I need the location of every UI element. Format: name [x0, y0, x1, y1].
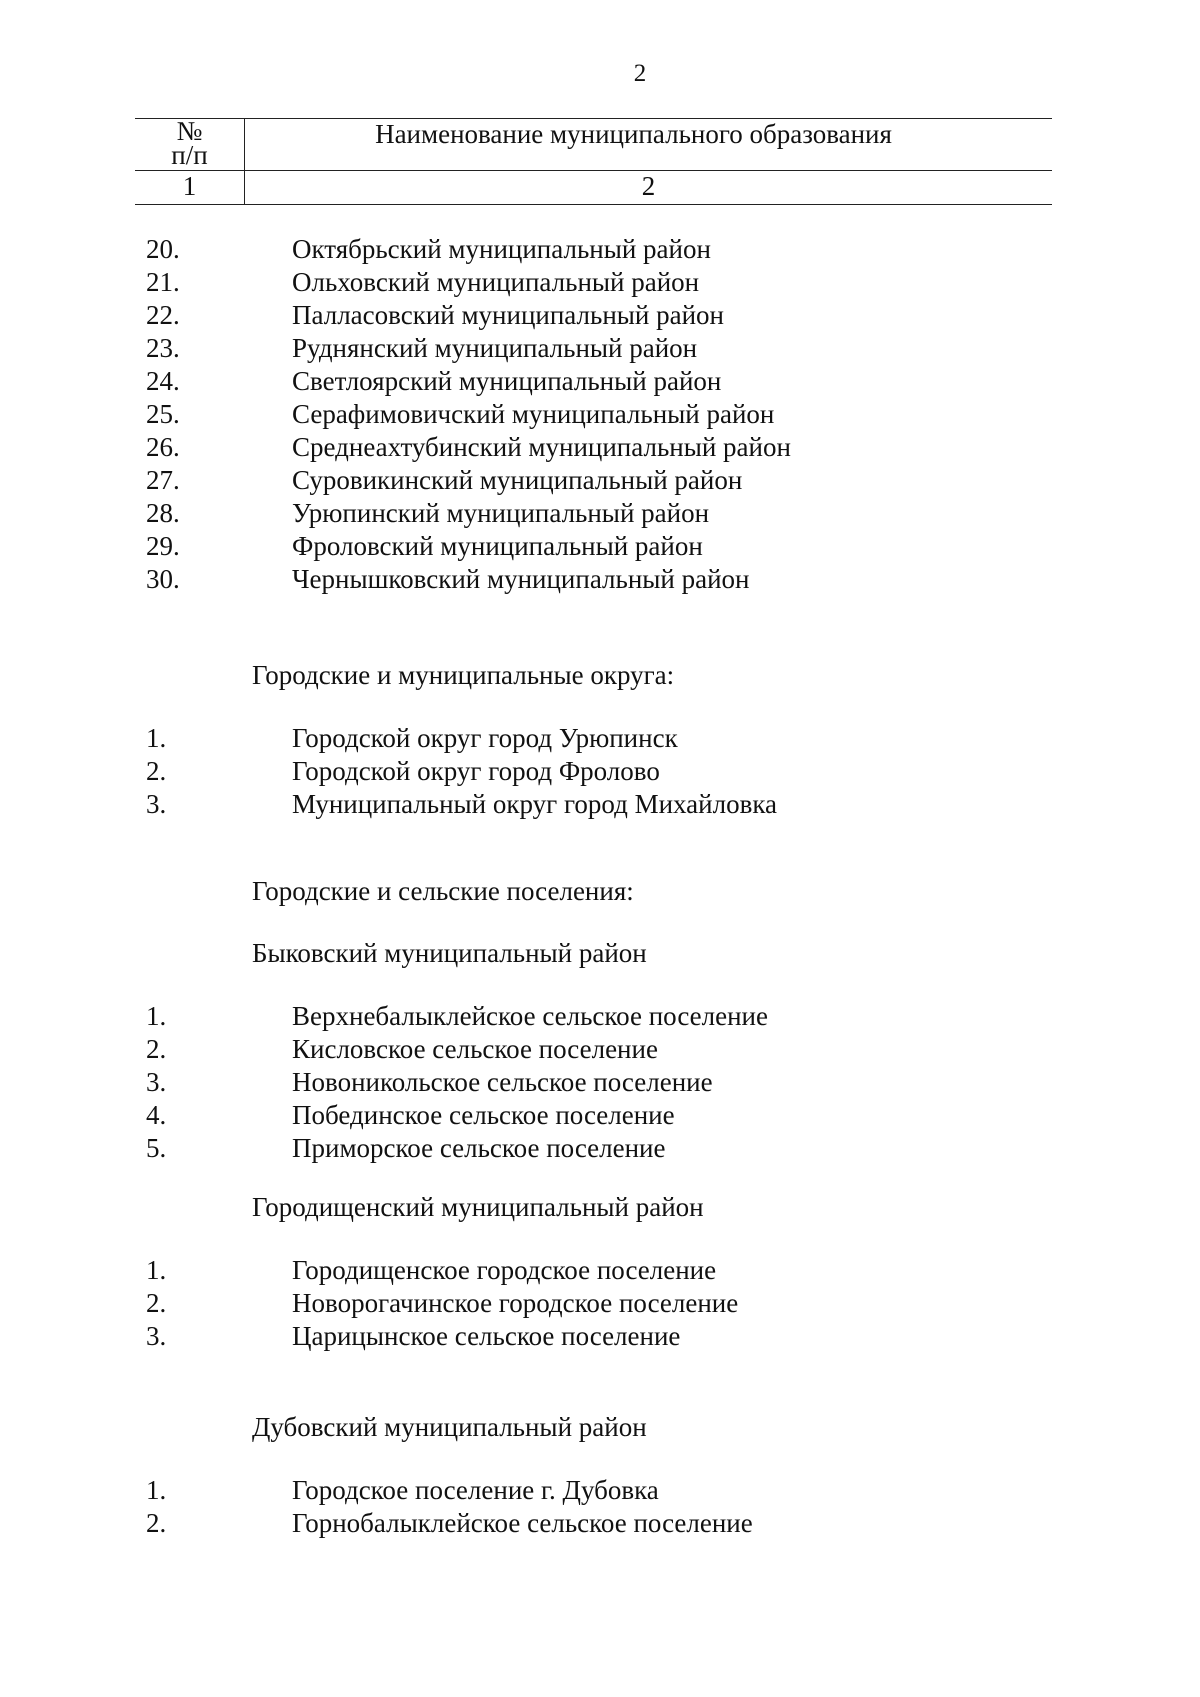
list-item — [146, 1320, 1200, 1353]
district-heading-bykovsky: Быковский муниципальный район — [252, 938, 647, 968]
item-number: 29. — [146, 531, 180, 561]
item-name: Серафимовичский муниципальный район — [292, 399, 775, 429]
bykovsky-list — [0, 1000, 1200, 1165]
item-name: Октябрьский муниципальный район — [292, 234, 711, 264]
item-number: 30. — [146, 564, 180, 594]
list-item — [146, 1507, 1200, 1540]
table-header-titles — [135, 118, 1052, 171]
item-number: 3. — [146, 789, 167, 819]
item-name: Палласовский муниципальный район — [292, 300, 724, 330]
list-item — [146, 1132, 1200, 1165]
item-name: Руднянский муниципальный район — [292, 333, 698, 363]
item-number: 2. — [146, 1508, 167, 1538]
list-item — [146, 755, 1200, 788]
column-number-index: 1 — [135, 171, 245, 204]
item-name: Фроловский муниципальный район — [292, 531, 703, 561]
district-heading-dubovsky: Дубовский муниципальный район — [252, 1412, 647, 1442]
item-name: Ольховский муниципальный район — [292, 267, 700, 297]
item-name: Городищенское городское поселение — [292, 1255, 717, 1285]
item-name: Новоникольское сельское поселение — [292, 1067, 713, 1097]
list-item — [146, 1254, 1200, 1287]
item-number: 3. — [146, 1321, 167, 1351]
list-item — [146, 365, 1200, 398]
item-number: 3. — [146, 1067, 167, 1097]
district-heading-gorodishchensky: Городищенский муниципальный район — [252, 1192, 704, 1222]
item-number: 22. — [146, 300, 180, 330]
item-name: Новорогачинское городское поселение — [292, 1288, 739, 1318]
section-heading-settlements: Городские и сельские поселения: — [252, 876, 634, 906]
dubovsky-list — [0, 1474, 1200, 1540]
item-number: 2. — [146, 1288, 167, 1318]
item-name: Кисловское сельское поселение — [292, 1034, 658, 1064]
item-number: 21. — [146, 267, 180, 297]
item-number: 27. — [146, 465, 180, 495]
item-number: 1. — [146, 1255, 167, 1285]
item-name: Царицынское сельское поселение — [292, 1321, 681, 1351]
list-item — [146, 1066, 1200, 1099]
item-name: Верхнебалыклейское сельское поселение — [292, 1001, 768, 1031]
list-item — [146, 431, 1200, 464]
item-name: Городской округ город Фролово — [292, 756, 660, 786]
page-number: 2 — [633, 60, 647, 87]
table-header — [135, 118, 1052, 205]
list-item — [146, 398, 1200, 431]
item-number: 2. — [146, 1034, 167, 1064]
column-name-index: 2 — [641, 171, 656, 201]
item-number: 1. — [146, 723, 167, 753]
list-item — [146, 530, 1200, 563]
column-number-title: № п/п — [135, 119, 245, 170]
item-name: Побединское сельское поселение — [292, 1100, 675, 1130]
item-number: 28. — [146, 498, 180, 528]
item-name: Урюпинский муниципальный район — [292, 498, 710, 528]
list-item — [146, 722, 1200, 755]
list-item — [146, 497, 1200, 530]
list-item — [146, 266, 1200, 299]
item-name: Светлоярский муниципальный район — [292, 366, 722, 396]
section-heading-okrugs: Городские и муниципальные округа: — [252, 660, 675, 690]
okrugs-list — [0, 722, 1200, 821]
item-number: 23. — [146, 333, 180, 363]
list-item — [146, 332, 1200, 365]
item-name: Городской округ город Урюпинск — [292, 723, 678, 753]
item-number: 24. — [146, 366, 180, 396]
item-name: Среднеахтубинский муниципальный район — [292, 432, 791, 462]
table-header-numbers — [135, 171, 1052, 205]
list-item — [146, 1000, 1200, 1033]
item-number: 20. — [146, 234, 180, 264]
list-item — [146, 1287, 1200, 1320]
item-number: 25. — [146, 399, 180, 429]
item-name: Чернышковский муниципальный район — [292, 564, 750, 594]
item-number: 4. — [146, 1100, 167, 1130]
gorodishchensky-list — [0, 1254, 1200, 1353]
document-body — [0, 233, 1200, 1540]
column-name-title: Наименование муниципального образования — [375, 119, 892, 149]
list-item — [146, 1474, 1200, 1507]
item-name: Приморское сельское поселение — [292, 1133, 666, 1163]
item-number: 1. — [146, 1001, 167, 1031]
list-item — [146, 563, 1200, 596]
item-name: Муниципальный округ город Михайловка — [292, 789, 778, 819]
list-item — [146, 1033, 1200, 1066]
item-number: 5. — [146, 1133, 167, 1163]
list-item — [146, 464, 1200, 497]
item-number: 1. — [146, 1475, 167, 1505]
list-item — [146, 299, 1200, 332]
item-number: 26. — [146, 432, 180, 462]
item-name: Горнобалыклейское сельское поселение — [292, 1508, 753, 1538]
districts-list — [0, 233, 1200, 596]
list-item — [146, 233, 1200, 266]
list-item — [146, 788, 1200, 821]
list-item — [146, 1099, 1200, 1132]
item-number: 2. — [146, 756, 167, 786]
item-name: Городское поселение г. Дубовка — [292, 1475, 659, 1505]
item-name: Суровикинский муниципальный район — [292, 465, 743, 495]
